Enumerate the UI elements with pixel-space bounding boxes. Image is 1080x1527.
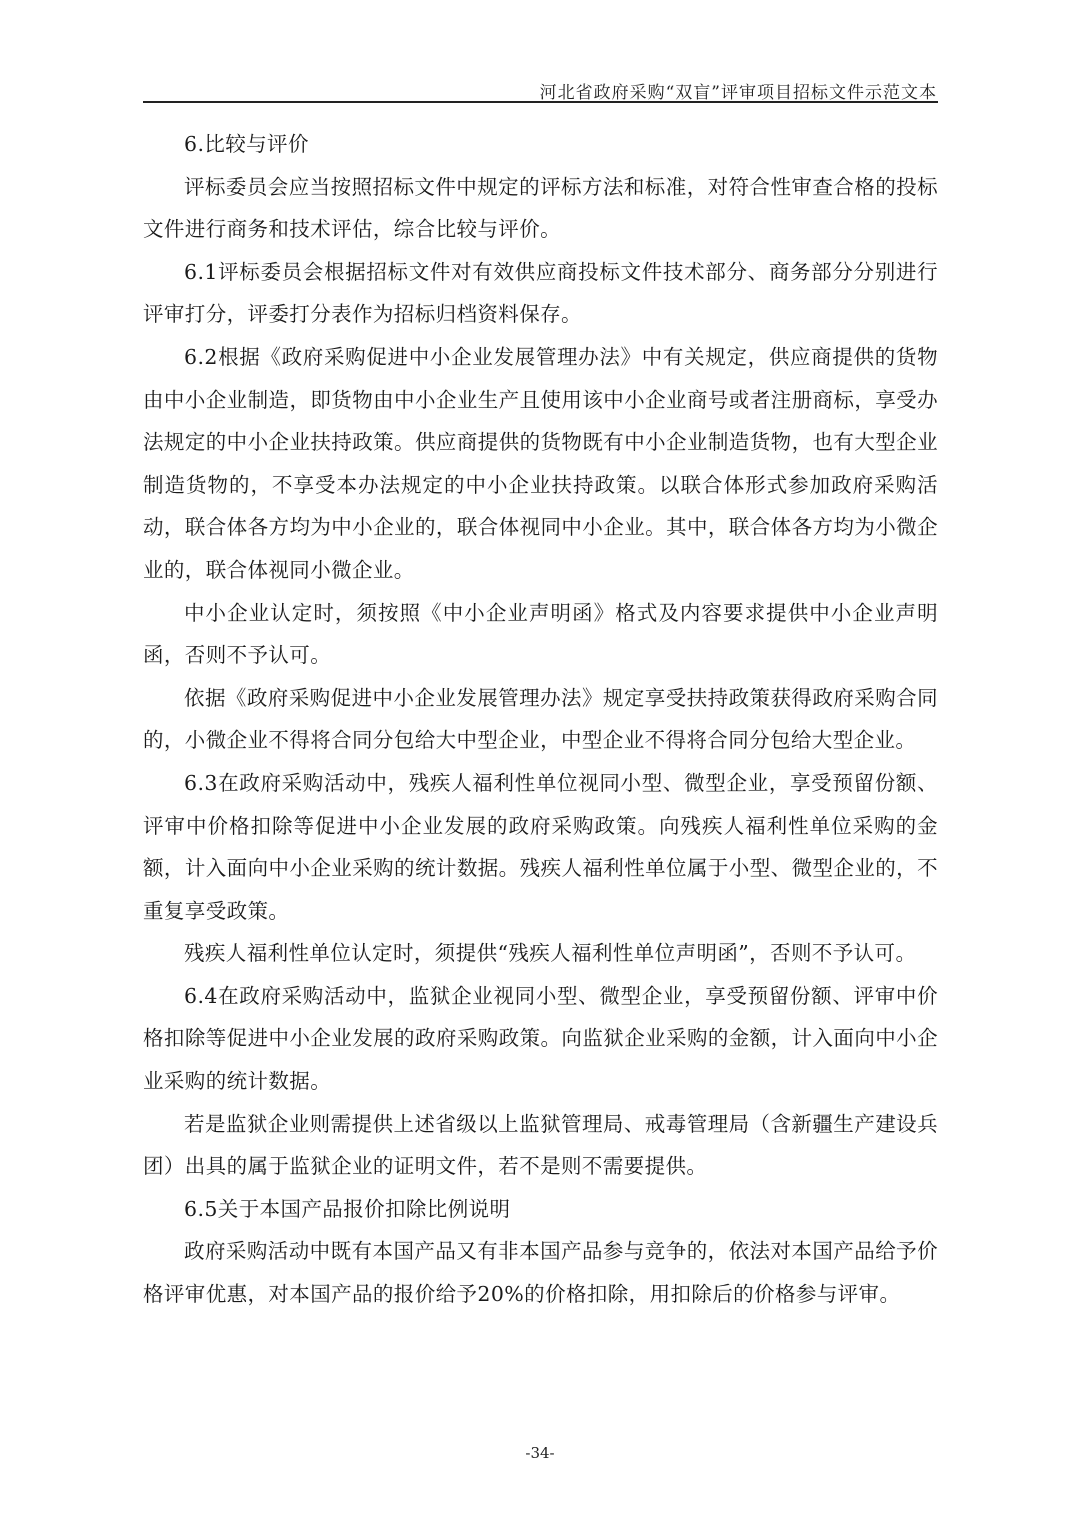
clause-6-4: 6.4在政府采购活动中，监狱企业视同小型、微型企业，享受预留份额、评审中价格扣除等促进中小企业发展的政府采购政策。向监狱企业采购的金额，计入面向中小企业采购的统计数据。: [143, 983, 938, 1094]
clause-6-2: 6.2根据《政府采购促进中小企业发展管理办法》中有关规定，供应商提供的货物由中小企业制造，即货物由中小企业生产且使用该中小企业商号或者注册商标，享受办法规定的中小企业扶持政策。供应商提供的货物既有中小企业制造货物，也有大型企业制造货物的，不享受本办法规定的中小企业扶持政策。以联合体形式参加政府采购活动，联合体各方均为中小企业的，联合体视同中小企业。其中，联合体各方均为小微企业的，联合体视同小微企业。: [143, 344, 938, 582]
paragraph-domestic-product-discount: 政府采购活动中既有本国产品又有非本国产品参与竞争的，依法对本国产品给予价格评审优惠，对本国产品的报价给予20%的价格扣除，用扣除后的价格参与评审。: [143, 1239, 938, 1307]
section-heading-6: 6.比较与评价: [184, 132, 309, 156]
paragraph-disability-declaration: 残疾人福利性单位认定时，须提供“残疾人福利性单位声明函”，否则不予认可。: [184, 941, 917, 966]
header-rule: [143, 101, 938, 103]
paragraph-subcontract-rule: 依据《政府采购促进中小企业发展管理办法》规定享受扶持政策获得政府采购合同的，小微企业不得将合同分包给大中型企业，中型企业不得将合同分包给大型企业。: [143, 685, 938, 753]
document-body: [143, 123, 938, 1316]
page-number: -34-: [525, 1444, 555, 1462]
paragraph-evaluation-intro: 评标委员会应当按照招标文件中规定的评标方法和标准，对符合性审查合格的投标文件进行商务和技术评估，综合比较与评价。: [143, 174, 938, 242]
clause-6-5-heading: 6.5关于本国产品报价扣除比例说明: [184, 1196, 511, 1221]
paragraph-prison-certificate: 若是监狱企业则需提供上述省级以上监狱管理局、戒毒管理局（含新疆生产建设兵团）出具的属于监狱企业的证明文件，若不是则不需要提供。: [143, 1111, 938, 1179]
running-header-title: 河北省政府采购“双盲”评审项目招标文件示范文本: [539, 83, 937, 103]
paragraph-sme-declaration: 中小企业认定时，须按照《中小企业声明函》格式及内容要求提供中小企业声明函，否则不予认可。: [143, 600, 938, 668]
clause-6-1: 6.1评标委员会根据招标文件对有效供应商投标文件技术部分、商务部分分别进行评审打分，评委打分表作为招标归档资料保存。: [143, 259, 938, 327]
clause-6-3: 6.3在政府采购活动中，残疾人福利性单位视同小型、微型企业，享受预留份额、评审中价格扣除等促进中小企业发展的政府采购政策。向残疾人福利性单位采购的金额，计入面向中小企业采购的统计数据。残疾人福利性单位属于小型、微型企业的，不重复享受政策。: [143, 770, 938, 923]
